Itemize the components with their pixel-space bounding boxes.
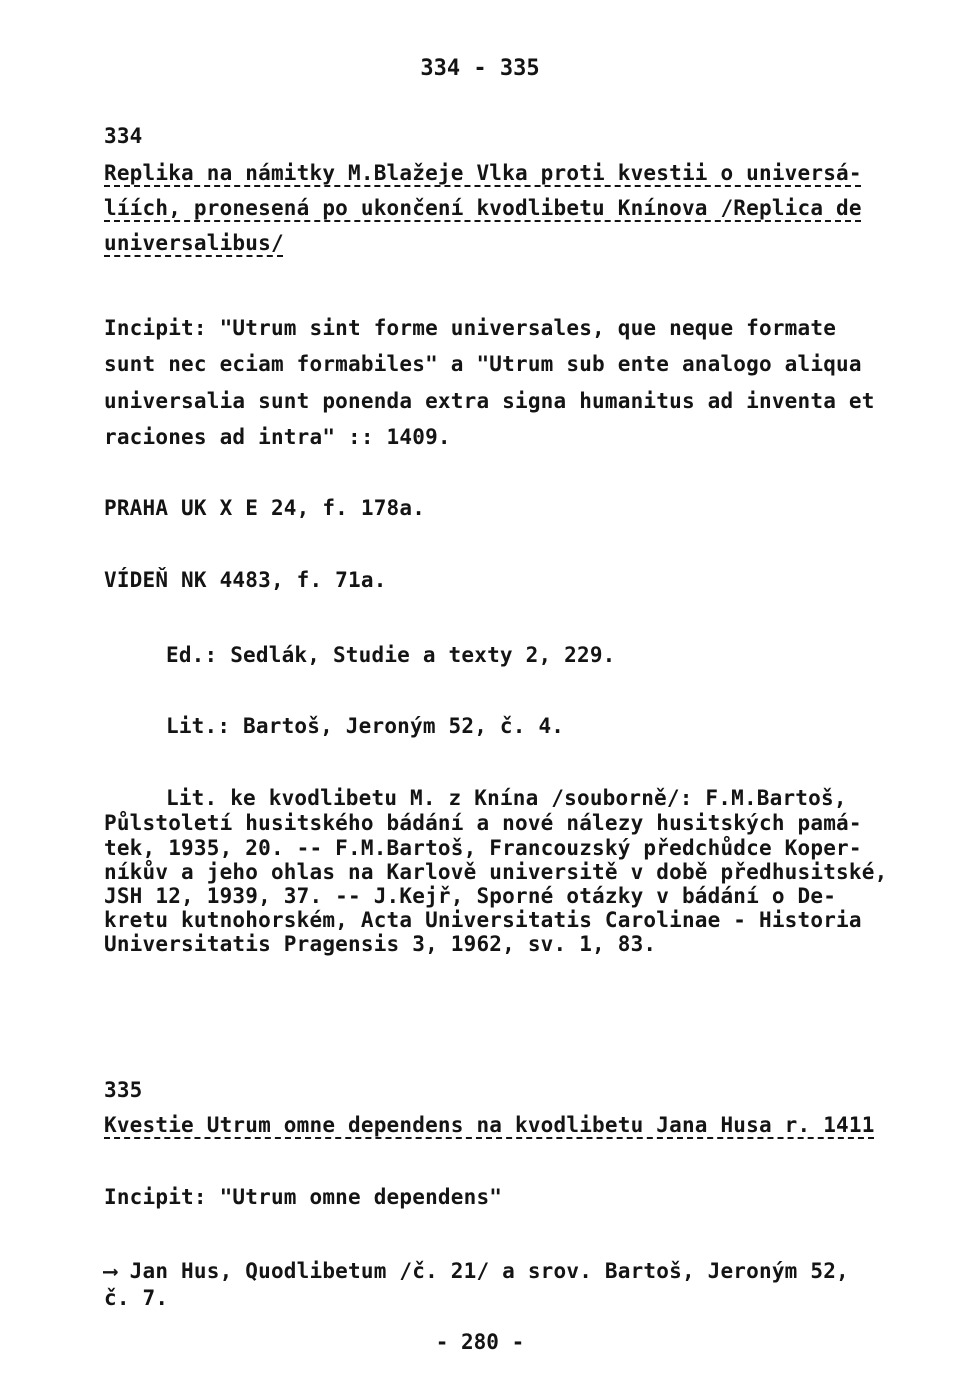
kvodlibet-literature-line-2: Půlstoletí husitského bádání a nové nálezy husitských pamá- — [104, 811, 862, 835]
kvodlibet-literature-line-7: Universitatis Pragensis 3, 1962, sv. 1, 83. — [104, 932, 657, 956]
entry-334-incipit-line-3: universalia sunt ponenda extra signa humanitus ad inventa et — [104, 389, 875, 413]
kvodlibet-literature-line-4: níkův a jeho ohlas na Karlově universitě v době předhusitské, — [104, 860, 888, 884]
entry-334-title-line-3: universalibus/ — [104, 231, 284, 255]
kvodlibet-literature-line-1: Lit. ke kvodlibetu M. z Knína /souborně/: F.M.Bartoš, — [166, 786, 847, 810]
literature-reference: Lit.: Bartoš, Jeroným 52, č. 4. — [166, 714, 565, 738]
entry-334-title-line-2: líích, pronesená po ukončení kvodlibetu Knínova /Replica de — [104, 196, 862, 220]
entry-number-335: 335 — [104, 1078, 143, 1102]
entry-334-title-line-1: Replika na námitky M.Blažeje Vlka proti kvestii o universá- — [104, 161, 862, 185]
entry-334-incipit-line-2: sunt nec eciam formabiles" a "Utrum sub ente analogo aliqua — [104, 352, 862, 376]
entry-334-incipit-line-4: raciones ad intra" :: 1409. — [104, 425, 451, 449]
edition-reference: Ed.: Sedlák, Studie a texty 2, 229. — [166, 643, 616, 667]
entry-335-reference-line-2: č. 7. — [104, 1286, 169, 1310]
page-range-header: 334 - 335 — [420, 56, 540, 81]
kvodlibet-literature-line-3: tek, 1935, 20. -- F.M.Bartoš, Francouzský předchůdce Koper- — [104, 836, 862, 860]
kvodlibet-literature-line-5: JSH 12, 1939, 37. -- J.Kejř, Sporné otázky v bádání o De- — [104, 884, 837, 908]
page-number-footer: - 280 - — [435, 1330, 525, 1354]
manuscript-viden: VÍDEŇ NK 4483, f. 71a. — [104, 568, 387, 592]
entry-335-reference-text: Jan Hus, Quodlibetum /č. 21/ a srov. Bartoš, Jeroným 52, — [116, 1259, 849, 1283]
manuscript-praha: PRAHA UK X E 24, f. 178a. — [104, 496, 426, 520]
entry-334-incipit-line-1: Incipit: "Utrum sint forme universales, que neque formate — [104, 316, 837, 340]
entry-number-334: 334 — [104, 124, 143, 148]
kvodlibet-literature-line-6: kretu kutnohorském, Acta Universitatis Carolinae - Historia — [104, 908, 862, 932]
arrow-right-icon: ⟶ — [104, 1259, 117, 1283]
entry-335-reference-line-1 — [104, 1261, 849, 1282]
entry-335-title: Kvestie Utrum omne dependens na kvodlibetu Jana Husa r. 1411 — [104, 1113, 875, 1137]
entry-335-incipit: Incipit: "Utrum omne dependens" — [104, 1185, 503, 1209]
